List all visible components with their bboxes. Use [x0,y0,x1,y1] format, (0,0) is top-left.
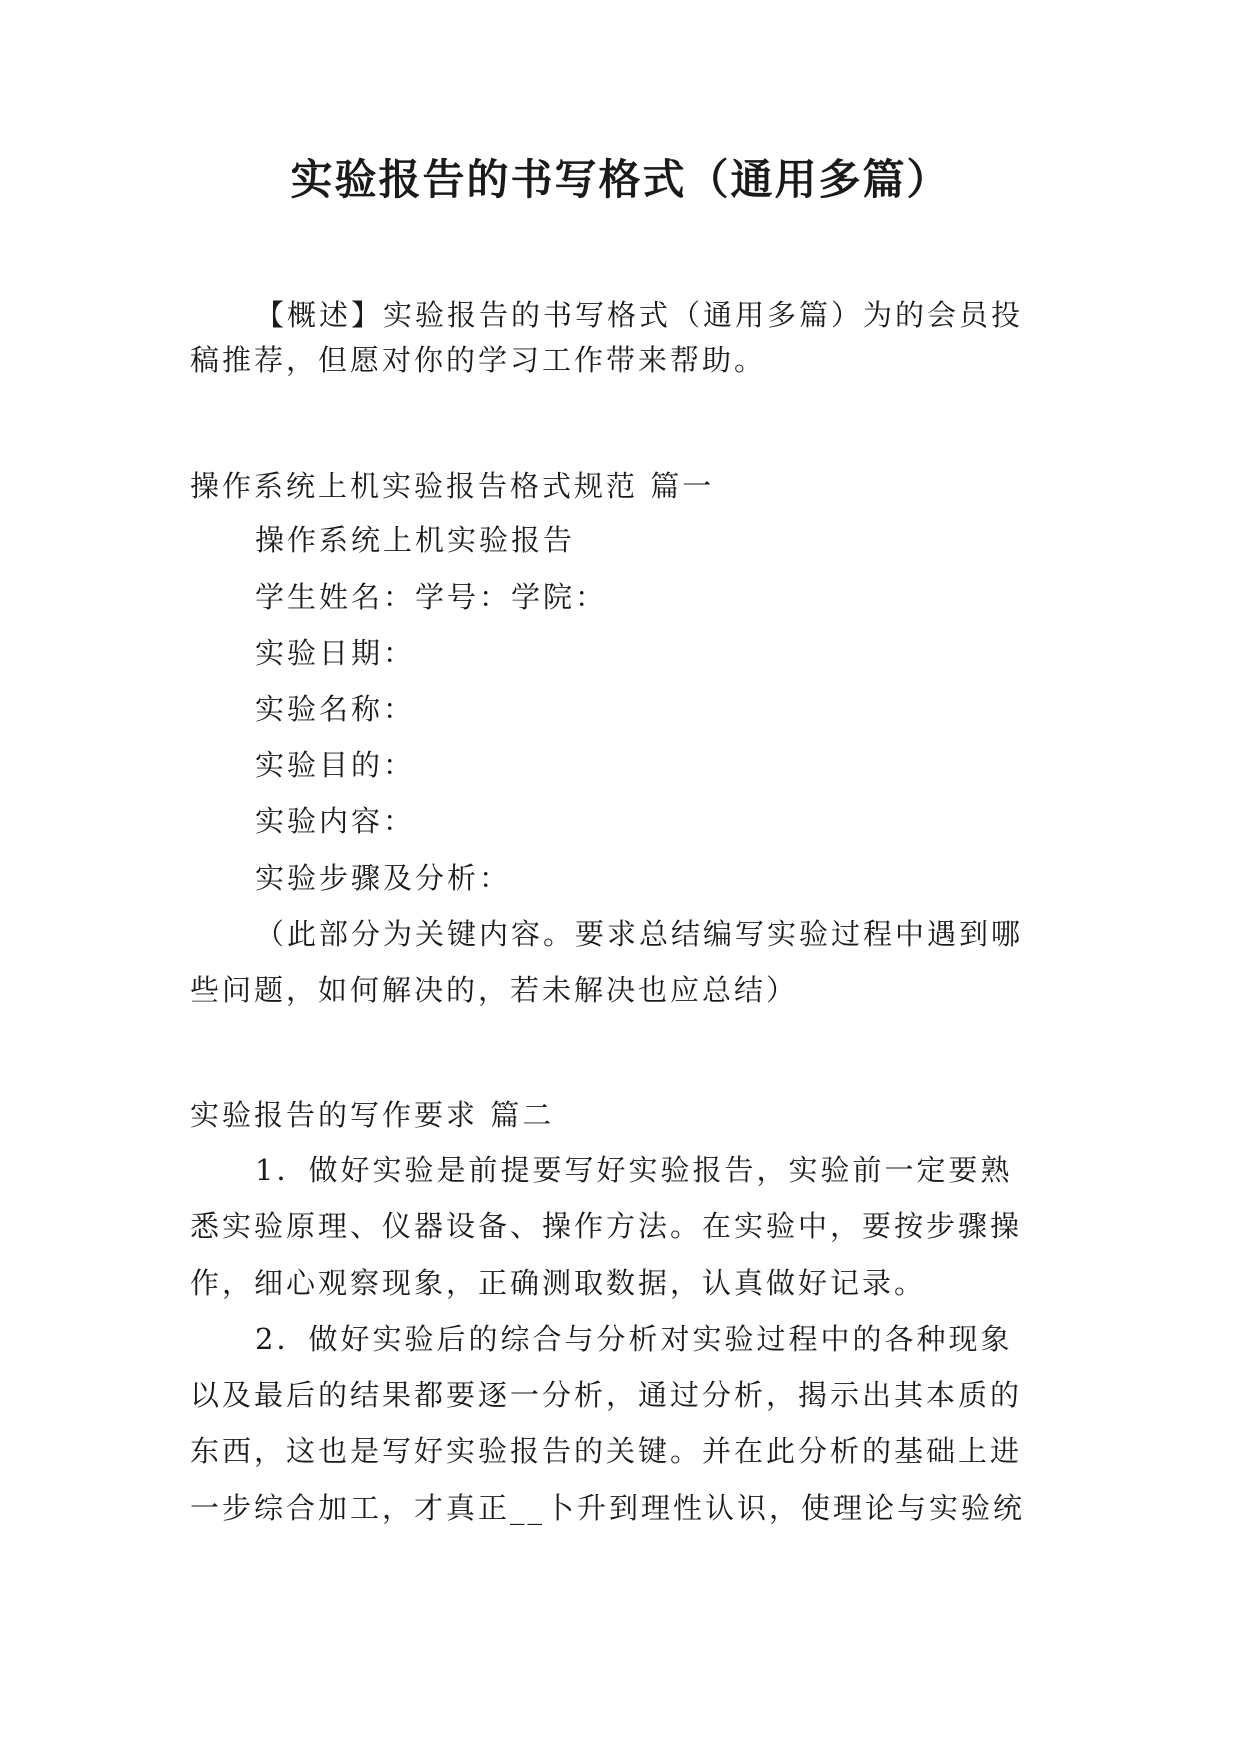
paragraph-line: 稿推荐，但愿对你的学习工作带来帮助。 [190,343,767,377]
form-field-label: 实验目的： [255,748,416,782]
paragraph-line: 悉实验原理、仪器设备、操作方法。在实验中，要按步骤操 [190,1209,1023,1243]
paragraph-line: 操作系统上机实验报告 [255,523,576,557]
paragraph-line: 东西，这也是写好实验报告的关键。并在此分析的基础上进 [190,1434,1023,1468]
form-field-label: 实验日期： [255,636,416,670]
paragraph-line: 一步综合加工，才真正__卜升到理性认识，使理论与实验统 [190,1491,1026,1525]
section-heading: 操作系统上机实验报告格式规范 篇一 [190,469,715,503]
form-field-label: 实验内容： [255,804,416,838]
form-field-label: 学生姓名：学号：学院： [255,580,608,614]
form-field-label: 实验名称： [255,692,416,726]
paragraph-line: 2．做好实验后的综合与分析对实验过程中的各种现象 [255,1322,1013,1356]
paragraph-line: 以及最后的结果都要逐一分析，通过分析，揭示出其本质的 [190,1378,1023,1412]
paragraph-line: 作，细心观察现象，正确测取数据，认真做好记录。 [190,1266,927,1300]
form-field-label: 实验步骤及分析： [255,861,512,895]
paragraph-line: （此部分为关键内容。要求总结编写实验过程中遇到哪 [255,917,1024,951]
paragraph-line: 1．做好实验是前提要写好实验报告，实验前一定要熟 [255,1153,1013,1187]
paragraph-line: 些问题，如何解决的，若未解决也应总结） [190,973,799,1007]
section-heading: 实验报告的写作要求 篇二 [190,1098,555,1132]
document-title: 实验报告的书写格式（通用多篇） [290,155,951,204]
paragraph-line: 【概述】实验报告的书写格式（通用多篇）为的会员投 [255,298,1024,332]
